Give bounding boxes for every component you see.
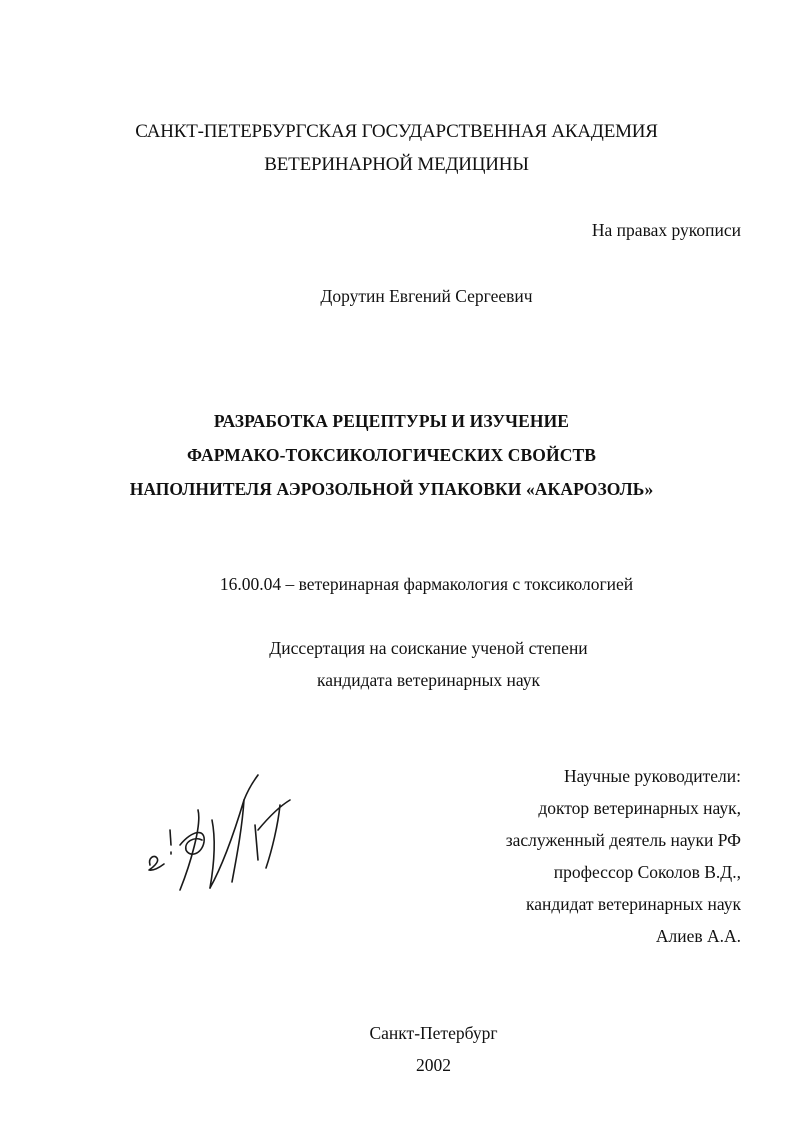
supervisor-line-3: профессор Соколов В.Д., <box>553 862 741 882</box>
year: 2002 <box>416 1055 451 1075</box>
thesis-title-line-3: НАПОЛНИТЕЛЯ АЭРОЗОЛЬНОЙ УПАКОВКИ «АКАРОЗОЛЬ» <box>129 479 654 499</box>
supervisors-heading: Научные руководители: <box>564 766 741 786</box>
thesis-title-line-2: ФАРМАКО-ТОКСИКОЛОГИЧЕСКИХ СВОЙСТВ <box>186 445 596 465</box>
supervisor-line-1: доктор ветеринарных наук, <box>538 798 741 818</box>
author-name: Дорутин Евгений Сергеевич <box>320 286 533 306</box>
supervisor-line-5: Алиев А.А. <box>655 926 741 946</box>
city: Санкт-Петербург <box>369 1023 498 1043</box>
thesis-title-line-1: РАЗРАБОТКА РЕЦЕПТУРЫ И ИЗУЧЕНИЕ <box>213 411 570 431</box>
degree-line-2: кандидата ветеринарных наук <box>317 670 540 690</box>
institution-line-2: ВЕТЕРИНАРНОЙ МЕДИЦИНЫ <box>264 154 529 175</box>
specialty-code: 16.00.04 – ветеринарная фармакология с токсикологией <box>219 574 634 594</box>
supervisor-line-2: заслуженный деятель науки РФ <box>505 830 741 850</box>
handwritten-signature <box>140 770 310 900</box>
institution-line-1: САНКТ-ПЕТЕРБУРГСКАЯ ГОСУДАРСТВЕННАЯ АКАДЕМИЯ <box>135 121 658 142</box>
degree-line-1: Диссертация на соискание ученой степени <box>269 638 588 658</box>
manuscript-note: На правах рукописи <box>591 220 741 240</box>
supervisor-line-4: кандидат ветеринарных наук <box>526 894 741 914</box>
